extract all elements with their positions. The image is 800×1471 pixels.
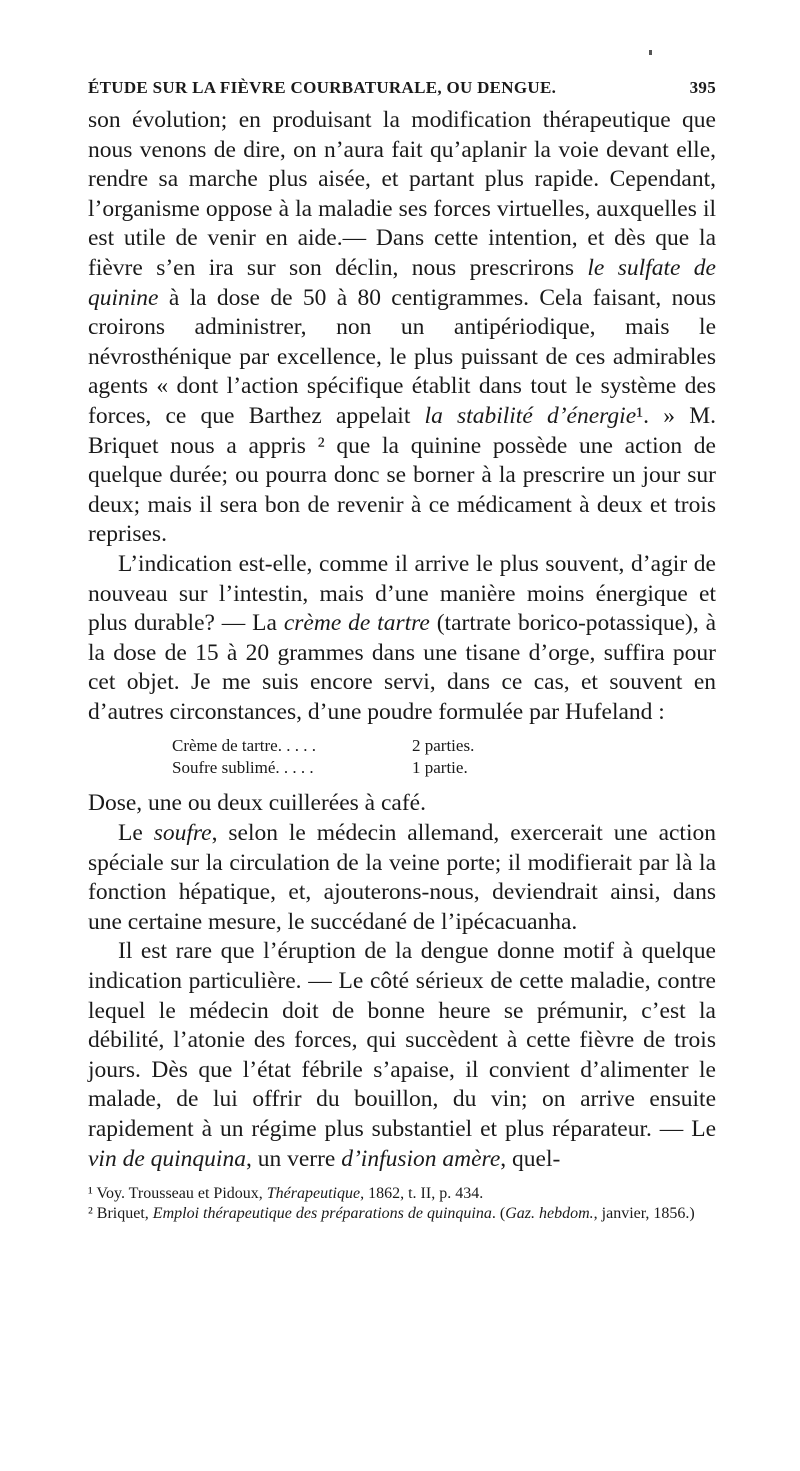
italic-text-run: Thérapeutique	[266, 1185, 361, 1203]
recipe-item: Soufre sublimé. . . . .	[172, 758, 314, 778]
text-run: (tartrate borico-potassique), à la dose de 15 à 20 grammes dans une tisane d’orge, suffira pour cet objet. Je me suis encore servi, dans ce cas, et souvent en d’autres circonstances, d’une poudre formulée par Hufeland :	[88, 610, 717, 725]
paragraph	[88, 819, 716, 937]
recipe-row	[172, 735, 716, 757]
italic-text-run: soufre	[153, 820, 212, 847]
page-number: 395	[689, 78, 716, 97]
running-title: ÉTUDE SUR LA FIÈVRE COURBATURALE, OU DENGUE.	[88, 78, 557, 97]
recipe-quantity: 2 parties.	[412, 736, 475, 756]
text-run: . (	[491, 1205, 506, 1223]
text-run: , 1862, t. II, p. 434.	[360, 1185, 484, 1203]
text-run: Le	[118, 820, 154, 847]
italic-text-run: crème de tartre	[283, 610, 430, 637]
footnote	[88, 1204, 716, 1224]
recipe-item: Crème de tartre. . . . .	[172, 736, 316, 756]
text-run: Dose, une ou deux cuillerées à café.	[88, 790, 426, 817]
italic-text-run: d’infusion amère	[341, 1145, 501, 1172]
print-speck	[649, 50, 652, 55]
text-run: , quel-	[500, 1145, 561, 1172]
footnote	[88, 1184, 716, 1204]
paragraphs-after-recipe	[88, 789, 716, 1174]
recipe-row	[172, 757, 716, 779]
italic-text-run: Emploi thérapeutique des préparations de quinquina	[152, 1205, 492, 1223]
footnotes	[88, 1184, 716, 1224]
running-head	[88, 78, 716, 102]
text-run: , selon le médecin allemand, exercerait une action spéciale sur la circulation de la veine porte; il modifierait par là la fonction hépatique, et, ajouterons-nous, deviendrait ainsi, dans une certaine mesure, le succédané de l’ipécacuanha.	[88, 820, 716, 935]
text-run: Il est rare que l’éruption de la dengue donne motif à quelque indication particulière. — Le côté sérieux de cette maladie, contre lequel le médecin doit de bonne heure se prémunir, c’est la débilité, l’atonie des forces, qui succèdent à cette fièvre de trois jours. Dès que l’état fébrile s’apaise, il convient d’alimenter le malade, de lui offrir du bouillon, du vin; on arrive ensuite rapidement à un régime plus substantiel et plus réparateur. — Le	[88, 938, 716, 1142]
recipe-formula	[172, 735, 716, 779]
italic-text-run: la stabilité d’énergie	[424, 402, 637, 429]
paragraphs-before-recipe	[88, 106, 716, 727]
text-run: son évolution; en produisant la modification thérapeutique que nous venons de dire, on n’aura fait qu’aplanir la voie devant elle, rendre sa marche plus aisée, et partant plus rapide. Cependant, l’organisme oppose à la maladie ses forces virtuelles, auxquelles il est utile de venir en aide.— Dans cette intention, et dès que la fièvre s’en ira sur son déclin, nous prescrirons	[88, 107, 716, 281]
italic-text-run: Gaz. hebdom.	[505, 1205, 594, 1223]
paragraph	[88, 550, 716, 728]
body-text	[88, 106, 716, 1174]
paragraph	[88, 789, 716, 819]
italic-text-run: le sulfate de quinine	[88, 254, 716, 311]
text-run: ² Briquet,	[88, 1205, 153, 1223]
italic-text-run: vin de quinquina	[88, 1145, 246, 1172]
text-run: à la dose de 50 à 80 centigrammes. Cela faisant, nous croirons administrer, non un antipériodique, mais le névrosthénique par excellence, le plus puissant de ces admirables agents « dont l’action spécifique établit dans tout le système des forces, ce que Barthez appelait	[88, 284, 716, 429]
text-run: ¹. » M. Briquet nous a appris ² que la quinine possède une action de quelque durée; ou pourra donc se borner à la prescrire un jour sur deux; mais il sera bon de revenir à ce médicament à deux et trois reprises.	[88, 402, 716, 548]
book-page	[88, 78, 716, 1224]
text-run: ¹ Voy. Trousseau et Pidoux,	[88, 1185, 267, 1203]
text-run: , janvier, 1856.)	[593, 1205, 695, 1223]
paragraph	[88, 937, 716, 1174]
text-run: , un verre	[245, 1145, 342, 1172]
text-run: L’indication est-elle, comme il arrive le plus souvent, d’agir de nouveau sur l’intestin, mais d’une manière moins énergique et plus durable? — La	[88, 550, 716, 637]
recipe-quantity: 1 partie.	[412, 758, 468, 778]
paragraph	[88, 106, 716, 550]
